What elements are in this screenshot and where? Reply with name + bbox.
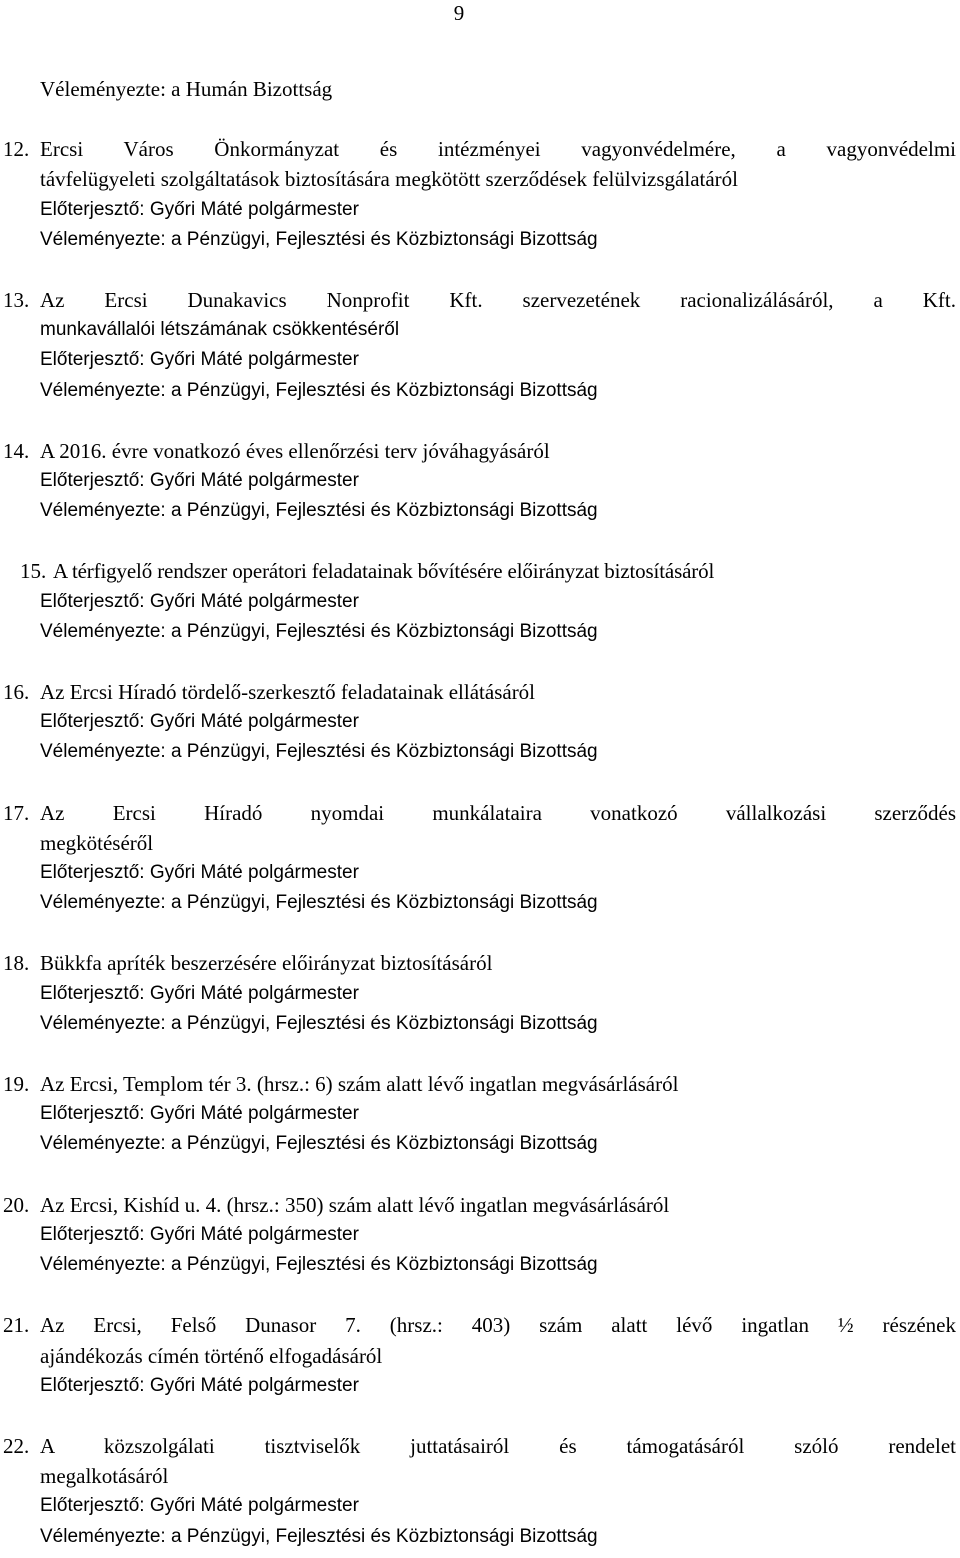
item-number: 19. — [3, 1072, 30, 1097]
agenda-item-21 — [0, 1310, 956, 1401]
item-presenter: Előterjesztő: Győri Máté polgármester — [40, 470, 359, 492]
item-number: 13. — [3, 288, 30, 313]
item-title-line: Az Ercsi Híradó tördelő-szerkesztő feladatainak ellátásáról — [40, 680, 536, 705]
item-number: 14. — [3, 438, 30, 463]
item-reviewer: Véleményezte: a Pénzügyi, Fejlesztési és Közbiztonsági Bizottság — [40, 1525, 598, 1547]
agenda-document — [0, 74, 956, 1552]
page-number: 9 — [453, 1, 465, 25]
item-presenter: Előterjesztő: Győri Máté polgármester — [40, 590, 359, 612]
item-reviewer: Véleményezte: a Pénzügyi, Fejlesztési és Közbiztonsági Bizottság — [40, 741, 598, 763]
item-title-line: megkötéséről — [40, 830, 154, 855]
item-title-line: A 2016. évre vonatkozó éves ellenőrzési terv jóváhagyásáról — [40, 438, 550, 463]
item-reviewer: Véleményezte: a Pénzügyi, Fejlesztési és Közbiztonsági Bizottság — [40, 892, 598, 914]
intro-reviewer-line: Véleményezte: a Humán Bizottság — [40, 77, 333, 101]
item-number: 20. — [3, 1192, 30, 1217]
agenda-item-19 — [0, 1069, 956, 1160]
agenda-item-12 — [0, 134, 956, 255]
item-reviewer: Véleményezte: a Pénzügyi, Fejlesztési és Közbiztonsági Bizottság — [40, 228, 598, 250]
item-presenter: Előterjesztő: Győri Máté polgármester — [40, 349, 359, 371]
agenda-item-17 — [0, 798, 956, 919]
item-number: 18. — [3, 951, 30, 976]
item-title-line: A közszolgálati tisztviselők juttatásairól és támogatásáról szóló rendelet — [40, 1433, 956, 1458]
item-title-line: Bükkfa apríték beszerzésére előirányzat biztosításáról — [40, 951, 493, 976]
item-presenter: Előterjesztő: Győri Máté polgármester — [40, 862, 359, 884]
item-presenter: Előterjesztő: Győri Máté polgármester — [40, 1223, 359, 1245]
item-number: 15. — [20, 559, 47, 584]
agenda-item-14 — [0, 436, 956, 527]
item-presenter: Előterjesztő: Győri Máté polgármester — [40, 711, 359, 733]
item-reviewer: Véleményezte: a Pénzügyi, Fejlesztési és Közbiztonsági Bizottság — [40, 1133, 598, 1155]
item-reviewer: Véleményezte: a Pénzügyi, Fejlesztési és Közbiztonsági Bizottság — [40, 1012, 598, 1034]
agenda-item-18 — [0, 948, 956, 1039]
item-number: 22. — [3, 1433, 30, 1458]
item-title-line: Ercsi Város Önkormányzat és intézményei vagyonvédelmére, a vagyonvédelmi — [40, 137, 956, 162]
item-number: 16. — [3, 680, 30, 705]
item-presenter: Előterjesztő: Győri Máté polgármester — [40, 1495, 359, 1517]
item-presenter: Előterjesztő: Győri Máté polgármester — [40, 198, 359, 220]
item-title-line: Az Ercsi, Felső Dunasor 7. (hrsz.: 403) szám alatt lévő ingatlan ½ részének — [40, 1313, 956, 1338]
item-title-line: Az Ercsi Híradó nyomdai munkálataira vonatkozó vállalkozási szerződés — [40, 800, 956, 825]
item-number: 17. — [3, 800, 30, 825]
item-reviewer: Véleményezte: a Pénzügyi, Fejlesztési és Közbiztonsági Bizottság — [40, 500, 598, 522]
item-number: 12. — [3, 137, 30, 162]
item-presenter: Előterjesztő: Győri Máté polgármester — [40, 982, 359, 1004]
item-reviewer: Véleményezte: a Pénzügyi, Fejlesztési és Közbiztonsági Bizottság — [40, 379, 598, 401]
item-title-line: Az Ercsi Dunakavics Nonprofit Kft. szervezetének racionalizálásáról, a Kft. — [40, 288, 956, 313]
item-title-line: megalkotásáról — [40, 1464, 169, 1489]
item-title-line: ajándékozás címén történő elfogadásáról — [40, 1343, 383, 1368]
item-title-line: távfelügyeleti szolgáltatások biztosítására megkötött szerződések felülvizsgálatáról — [40, 167, 738, 192]
item-title-line: A térfigyelő rendszer operátori feladatainak bővítésére előirányzat biztosításáról — [53, 559, 715, 584]
item-reviewer: Véleményezte: a Pénzügyi, Fejlesztési és Közbiztonsági Bizottság — [40, 1254, 598, 1276]
agenda-item-16 — [0, 677, 956, 768]
agenda-item-20 — [0, 1190, 956, 1281]
agenda-item-15 — [0, 556, 956, 647]
agenda-item-13 — [0, 285, 956, 406]
item-title-line: munkavállalói létszámának csökkentéséről — [40, 319, 400, 341]
item-presenter: Előterjesztő: Győri Máté polgármester — [40, 1103, 359, 1125]
item-title-line: Az Ercsi, Kishíd u. 4. (hrsz.: 350) szám alatt lévő ingatlan megvásárlásáról — [40, 1192, 670, 1217]
item-reviewer: Véleményezte: a Pénzügyi, Fejlesztési és Közbiztonsági Bizottság — [40, 620, 598, 642]
item-presenter: Előterjesztő: Győri Máté polgármester — [40, 1374, 359, 1396]
item-number: 21. — [3, 1313, 30, 1338]
agenda-item-22 — [0, 1431, 956, 1552]
item-title-line: Az Ercsi, Templom tér 3. (hrsz.: 6) szám alatt lévő ingatlan megvásárlásáról — [40, 1072, 679, 1097]
